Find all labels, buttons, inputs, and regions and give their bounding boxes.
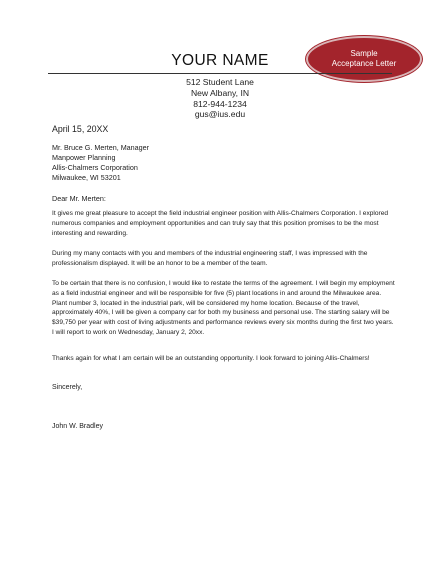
letterhead-divider xyxy=(48,73,392,74)
body-paragraph: Thanks again for what I am certain will be an outstanding opportunity. I look forward to joining Allis-Chalmers! xyxy=(52,355,370,362)
recipient-line: Mr. Bruce G. Merten, Manager xyxy=(52,143,150,152)
body-paragraph: During my many contacts with you and members of the industrial engineering staff, I was impressed with the professionalism displayed. It will be an honor to be a member of the team. xyxy=(52,250,368,267)
sender-email: gus@ius.edu xyxy=(194,109,246,120)
badge-line-2: Acceptance Letter xyxy=(331,59,397,68)
sender-city: New Albany, IN xyxy=(190,87,250,98)
letterhead xyxy=(0,52,440,70)
recipient-line: Allis-Chalmers Corporation xyxy=(52,163,138,172)
sender-address xyxy=(0,77,440,120)
closing: Sincerely, xyxy=(52,384,83,391)
letter-date: April 15, 20XX xyxy=(52,124,109,134)
signer-name: John W. Bradley xyxy=(52,423,103,430)
sender-street: 512 Student Lane xyxy=(186,77,254,87)
badge-line-1: Sample xyxy=(350,49,378,58)
salutation: Dear Mr. Merten: xyxy=(52,194,106,203)
sender-name: YOUR NAME xyxy=(171,52,269,69)
recipient-line: Milwaukee, WI 53201 xyxy=(52,173,121,182)
body-paragraph: It gives me great pleasure to accept the field industrial engineer position with Allis-Chalmers Corporation. I explored numerous companies and employment opportunities and can truly say that this position promises to be the most interesting and rewarding. xyxy=(52,210,389,237)
body-paragraph: To be certain that there is no confusion, I would like to restate the terms of the agreement. I will begin my employment as a field industrial engineer and will be responsible for five (5) plant locations in and around the Milwaukee area. Plant number 3, located in the industrial park, will be considered my home location. Because of the travel, approximately 40%, I will be given a company car for both my business and personal use. The starting salary will be $39,750 per year with cost of living adjustments and performance reviews every six months during the first two years. I will report to work on Wednesday, January 2, 20xx. xyxy=(52,280,395,336)
recipient-line: Manpower Planning xyxy=(52,153,116,162)
sender-phone: 812-944-1234 xyxy=(193,98,247,109)
recipient-block xyxy=(52,143,149,183)
